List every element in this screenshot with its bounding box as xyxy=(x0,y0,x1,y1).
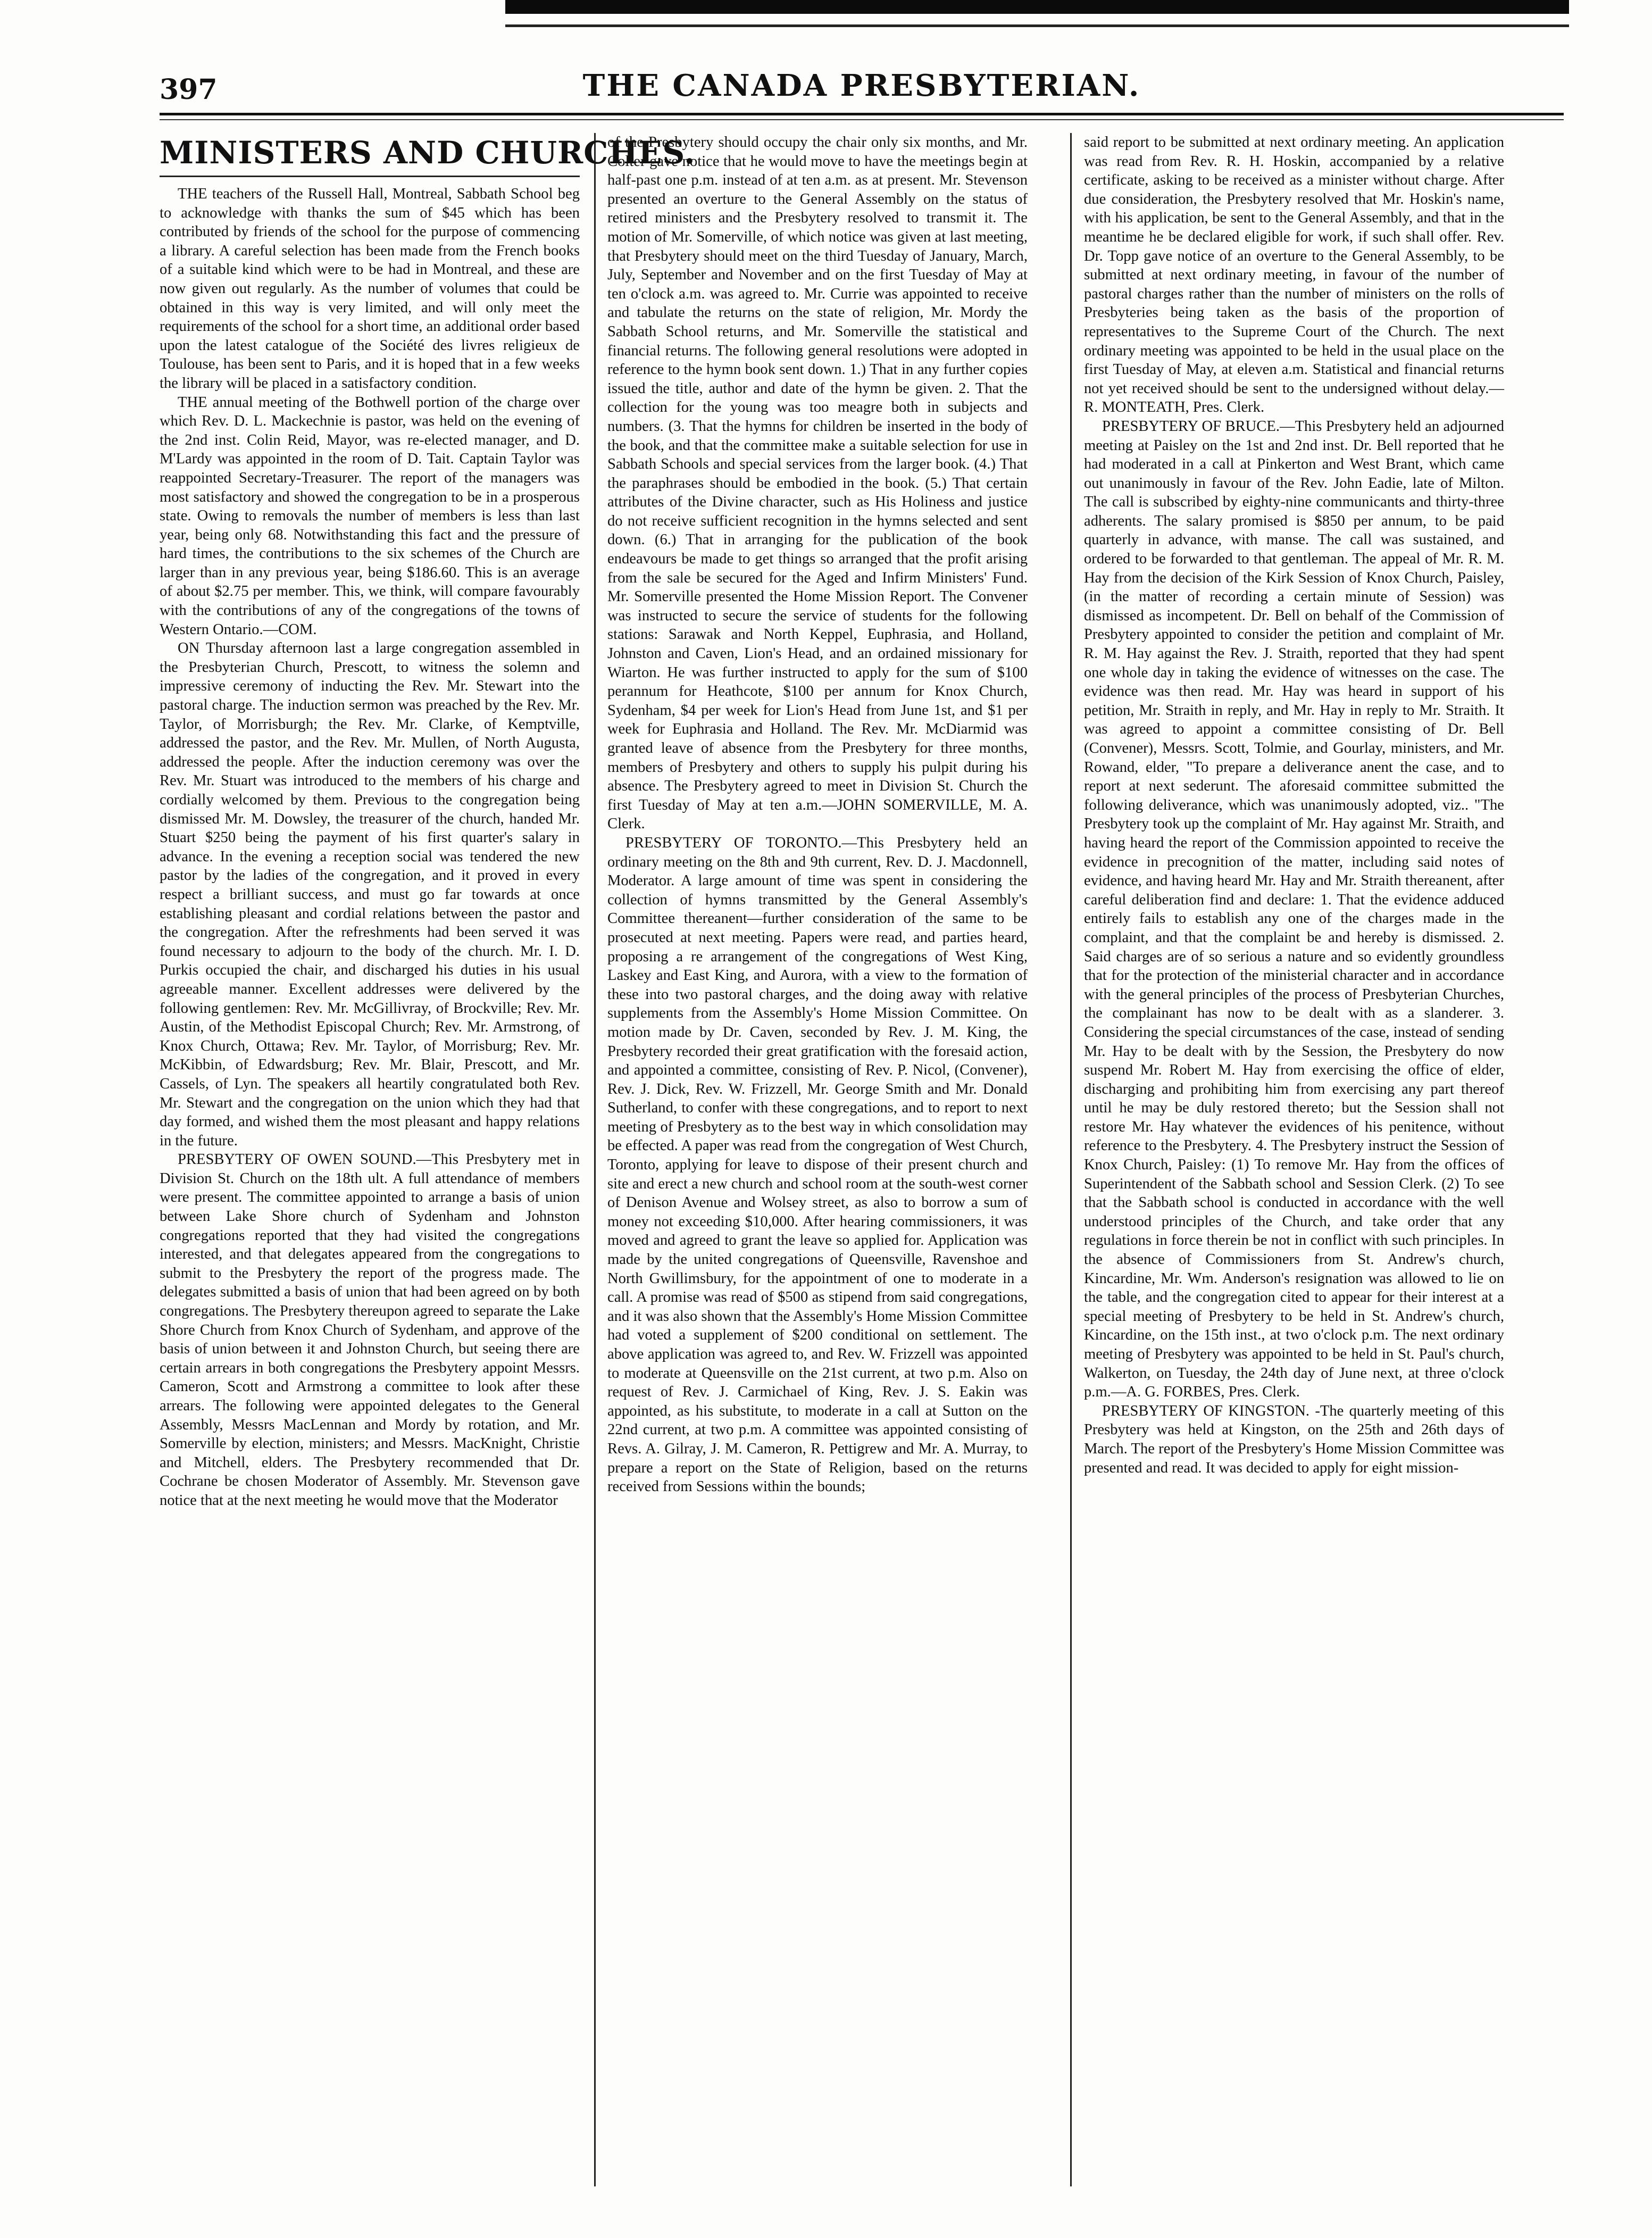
column-2 xyxy=(607,133,1028,2208)
article-presbytery-toronto: PRESBYTERY OF TORONTO.—This Presbytery held an ordinary meeting on the 8th and 9th current, Rev. D. J. Macdonnell, Moderator. A large amount of time was spent in considering the collection of hymns transmitted by the General Assembly's Committee thereanent—further consideration of the same to be prosecuted at next meeting. Papers were read, and parties heard, proposing a re arrangement of the congregations of West King, Laskey and East King, and Aurora, with a view to the formation of these into two pastoral charges, and the doing away with relative supplements from the Assembly's Home Mission Committee. On motion made by Dr. Caven, seconded by Rev. J. M. King, the Presbytery recorded their great gratification with the foresaid action, and appointed a committee, consisting of Rev. P. Nicol, (Convener), Rev. J. Dick, Rev. W. Frizzell, Mr. George Smith and Mr. Donald Sutherland, to confer with these congregations, and to report to next meeting of Presbytery as to the best way in which consolidation may be effected. A paper was read from the congregation of West Church, Toronto, applying for leave to dispose of their present church and site and erect a new church and school room at the south-west corner of Denison Avenue and Wolsey street, as also to borrow a sum of money not exceeding $10,000. After hearing commissioners, it was moved and agreed to grant the leave so applied for. Application was made by the united congregations of Queensville, Ravenshoe and North Gwillimsbury, for the appointment of one to moderate in a call. A promise was read of $500 as stipend from said congregations, and it was also shown that the Assembly's Home Mission Committee had voted a supplement of $200 conditional on settlement. The above application was agreed to, and Rev. W. Frizzell was appointed to moderate at Queensville on the 21st current, at two p.m. Also on request of Rev. J. Carmichael of King, Rev. J. S. Eakin was appointed, as his substitute, to moderate in a call at Sutton on the 22nd current, at two p.m. A committee was appointed consisting of Revs. A. Gilray, J. M. Cameron, R. Pettigrew and Mr. A. Murray, to prepare a report on the State of Religion, based on the returns received from Sessions within the bounds; xyxy=(607,834,1028,1495)
top-border-thin-rule xyxy=(505,24,1569,27)
column-1 xyxy=(160,133,696,2208)
page-header xyxy=(160,68,1564,113)
top-border-rule xyxy=(505,0,1569,14)
header-rule xyxy=(160,113,1564,115)
article-toronto-continued: said report to be submitted at next ordinary meeting. An application was read from Rev. R. H. Hoskin, accompanied by a relative certificate, asking to be received as a minister without charge. After due consideration, the Presbytery resolved that Mr. Hoskin's name, with his application, be sent to the General Assembly, and that in the meantime he be declared eligible for work, if such shall offer. Rev. Dr. Topp gave notice of an overture to the General Assembly, to be submitted at next ordinary meeting, in favour of the number of pastoral charges rather than the number of ministers on the rolls of Presbyteries being taken as the basis of the proportion of representatives to the Supreme Court of the Church. The next ordinary meeting was appointed to be held in the usual place on the first Tuesday of May, at eleven a.m. Statistical and financial returns not yet received should be sent to the undersigned without delay.—R. MONTEATH, Pres. Clerk. xyxy=(1084,134,1504,416)
article-bothwell: THE annual meeting of the Bothwell portion of the charge over which Rev. D. L. Mackechnie is pastor, was held on the evening of the 2nd inst. Colin Reid, Mayor, was re-elected manager, and D. M'Lardy was appointed in the room of D. Tait. Captain Taylor was reappointed Secretary-Treasurer. The report of the managers was most satisfactory and showed the congregation to be in a prosperous state. Owing to removals the number of members is less than last year, being only 68. Notwithstanding this fact and the pressure of hard times, the contributions to the six schemes of the Church are larger than in any previous year, being $186.60. This is an average of about $2.75 per member. This, we think, will compare favourably with the contributions of any of the congregations of the towns of Western Ontario.—COM. xyxy=(160,394,580,638)
article-prescott-induction: ON Thursday afternoon last a large congregation assembled in the Presbyterian Church, Prescott, to witness the solemn and impressive ceremony of inducting the Rev. Mr. Stewart into the pastoral charge. The induction sermon was preached by the Rev. Mr. Taylor, of Morrisburgh; the Rev. Mr. Clarke, of Kemptville, addressed the pastor, and the Rev. Mr. Mullen, of North Augusta, addressed the people. After the induction ceremony was over the Rev. Mr. Stuart was introduced to the members of his charge and cordially welcomed by them. Previous to the congregation being dismissed Mr. M. Dowsley, the treasurer of the church, handed Mr. Stuart $250 being the payment of his first quarter's salary in advance. In the evening a reception social was tendered the new pastor by the ladies of the congregation, and it proved in every respect a brilliant success, and must go far towards at once establishing pleasant and cordial relations between the pastor and the congregation. After the refreshments had been served it was found necessary to adjourn to the body of the church. Mr. I. D. Purkis occupied the chair, and discharged his duties in his usual agreeable manner. Excellent addresses were delivered by the following gentlemen: Rev. Mr. McGillivray, of Brockville; Rev. Mr. Austin, of the Methodist Episcopal Church; Rev. Mr. Armstrong, of Knox Church, Ottawa; Rev. Mr. Taylor, of Morrisburg; Rev. Mr. McKibbin, of Edwardsburg; Rev. Mr. Blair, Prescott, and Mr. Cassels, of Lyn. The speakers all heartily congratulated both Rev. Mr. Stewart and the congregation on the union which they had that day formed, and wished them the most pleasant and happy relations in the future. xyxy=(160,640,580,1149)
header-rule-thin xyxy=(160,119,1564,120)
article-presbytery-kingston: PRESBYTERY OF KINGSTON. -The quarterly meeting of this Presbytery was held at Kingston, on the 25th and 26th days of March. The report of the Presbytery's Home Mission Committee was presented and read. It was decided to apply for eight mission- xyxy=(1084,1402,1504,1476)
column-divider-1 xyxy=(594,133,596,2186)
column-divider-2 xyxy=(1070,133,1072,2186)
section-heading-text: MINISTERS AND CHURCHES. xyxy=(160,135,696,171)
section-heading-rule xyxy=(160,176,580,177)
article-presbytery-owen-sound: PRESBYTERY OF OWEN SOUND.—This Presbytery met in Division St. Church on the 18th ult. A full attendance of members were present. The committee appointed to arrange a basis of union between Lake Shore church of Sydenham and Johnston congregations reported that they had visited the congregations interested, and that delegates appeared from the congregations to submit to the Presbytery the report of the progress made. The delegates submitted a basis of union that had been agreed on by both congregations. The Presbytery thereupon agreed to separate the Lake Shore Church from Knox Church of Sydenham, and approve of the basis of union between it and Johnston Church, but seeing there are certain arrears in both congregations the Presbytery appoint Messrs. Cameron, Scott and Armstrong a committee to look after these arrears. The following were appointed delegates to the General Assembly, Messrs MacLennan and Mordy by rotation, and Mr. Somerville by election, ministers; and Messrs. MacKnight, Christie and Mitchell, elders. The Presbytery recommended that Dr. Cochrane be chosen Moderator of Assembly. Mr. Stevenson gave notice that at the next meeting he would move that the Moderator xyxy=(160,1151,580,1509)
article-presbytery-bruce: PRESBYTERY OF BRUCE.—This Presbytery held an adjourned meeting at Paisley on the 1st and 2nd inst. Dr. Bell reported that he had moderated in a call at Pinkerton and West Brant, which came out unanimously in favour of the Rev. John Eadie, late of Milton. The call is subscribed by eighty-nine communicants and thirty-three adherents. The salary promised is $850 per annum, to be paid quarterly in advance, with manse. The call was sustained, and ordered to be forwarded to that gentleman. The appeal of Mr. R. M. Hay from the decision of the Kirk Session of Knox Church, Paisley, (in the matter of recording a certain minute of Session) was dismissed as incompetent. Dr. Bell on behalf of the Commission of Presbytery appointed to consider the petition and complaint of Mr. R. M. Hay against the Rev. J. Straith, reported that they had spent one whole day in taking the evidence of witnesses on the case. The evidence was then read. Mr. Hay was heard in support of his petition, Mr. Straith in reply, and Mr. Hay in reply to Mr. Straith. It was agreed to appoint a committee consisting of Dr. Bell (Convener), Messrs. Scott, Tolmie, and Gourlay, ministers, and Mr. Rowand, elder, "To prepare a deliverance anent the case, and to report at next sederunt. The aforesaid committee submitted the following deliverance, which was unanimously adopted, viz.. "The Presbytery took up the complaint of Mr. Hay against Mr. Straith, and having heard the report of the Commission appointed to receive the evidence in precognition of the matter, including said notes of evidence, and having heard Mr. Hay and Mr. Straith thereanent, after careful deliberation find and declare: 1. That the evidence adduced entirely fails to establish any one of the charges made in the complaint, and that the complaint be and hereby is dismissed. 2. Said charges are of so serious a nature and so evidently groundless that for the protection of the ministerial character and in accordance with the general principles of the process of Presbyterian Churches, the complainant has now to be dealt with as a slanderer. 3. Considering the special circumstances of the case, instead of sending Mr. Hay to be dealt with by the Session, the Presbytery do now suspend Mr. Robert M. Hay from exercising the office of elder, discharging and prohibiting him from exercising any part thereof until he may be duly restored thereto; but the Session shall not restore Mr. Hay whatever the evidences of his penitence, without reference to the Presbytery. 4. The Presbytery instruct the Session of Knox Church, Paisley: (1) To remove Mr. Hay from the offices of Superintendent of the Sabbath school and Session Clerk. (2) To see that the Sabbath school is conducted in accordance with the well understood principles of the Church, and take order that any regulations in force therein be not in conflict with such principles. In the absence of Commissioners from St. Andrew's church, Kincardine, Mr. Wm. Anderson's resignation was allowed to lie on the table, and the congregation cited to appear for their interest at a special meeting of Presbytery to be held in St. Andrew's church, Kincardine, on the 15th inst., at two o'clock p.m. The next ordinary meeting of Presbytery was appointed to be held in St. Paul's church, Walkerton, on Tuesday, the 24th day of June next, at three o'clock p.m.—A. G. FORBES, Pres. Clerk. xyxy=(1084,418,1504,1401)
section-heading xyxy=(160,133,696,177)
newspaper-title: THE CANADA PRESBYTERIAN. xyxy=(582,68,1141,103)
page-number: 397 xyxy=(160,73,218,106)
column-3 xyxy=(1084,133,1504,2208)
article-russell-hall: THE teachers of the Russell Hall, Montreal, Sabbath School beg to acknowledge with thanks the sum of $45 which has been contributed by friends of the school for the purpose of commencing a library. A careful selection has been made from the French books of a suitable kind which were to be had in Montreal, and these are now given out regularly. As the number of volumes that could be obtained in this way is very limited, and will only meet the requirements of the school for a short time, an additional order based upon the latest catalogue of the Société des livres religieux de Toulouse, has been sent to Paris, and it is hoped that in a few weeks the library will be placed in a satisfactory condition. xyxy=(160,186,580,392)
article-owen-sound-continued: of the Presbytery should occupy the chair only six months, and Mr. Colter gave notice that he would move to have the meetings begin at half-past one p.m. instead of at ten a.m. as at present. Mr. Stevenson presented an overture to the General Assembly on the status of retired ministers and the Presbytery resolved to transmit it. The motion of Mr. Somerville, of which notice was given at last meeting, that Presbytery should meet on the third Tuesday of January, March, July, September and November and on the first Tuesday of May at ten o'clock a.m. was agreed to. Mr. Currie was appointed to receive and tabulate the returns on the state of religion, Mr. Mordy the Sabbath School returns, and Mr. Somerville the statistical and financial returns. The following general resolutions were adopted in reference to the hymn book sent down. 1.) That in any further copies issued the title, author and date of the hymn be given. 2. That the collection for the young was too meagre both in subjects and numbers. (3. That the hymns for children be inserted in the body of the book, and that the committee make a suitable selection for use in Sabbath Schools and special services from the larger book. (4.) That the paraphrases should be embodied in the book. (5.) That certain attributes of the Divine character, such as His Holiness and justice do not receive sufficient recognition in the hymns selected and sent down. (6.) That in arranging for the publication of the book endeavours be made to get things so arranged that the profit arising from the sale be secured for the Aged and Infirm Ministers' Fund. Mr. Somerville presented the Home Mission Report. The Convener was instructed to secure the service of students for the following stations: Sarawak and North Keppel, Euphrasia, and Holland, Johnston and Caven, Lion's Head, and an ordained missionary for Wiarton. He was further instructed to apply for the sum of $100 perannum for Heathcote, $100 per annum for Knox Church, Sydenham, $4 per week for Lion's Head from June 1st, and $1 per week for Euphrasia and Holland. The Rev. Mr. McDiarmid was granted leave of absence from the Presbytery for three months, members of Presbytery and others to supply his pulpit during his absence. The Presbytery agreed to meet in Division St. Church the first Tuesday of May at ten a.m.—JOHN SOMERVILLE, M. A. Clerk. xyxy=(607,134,1028,833)
